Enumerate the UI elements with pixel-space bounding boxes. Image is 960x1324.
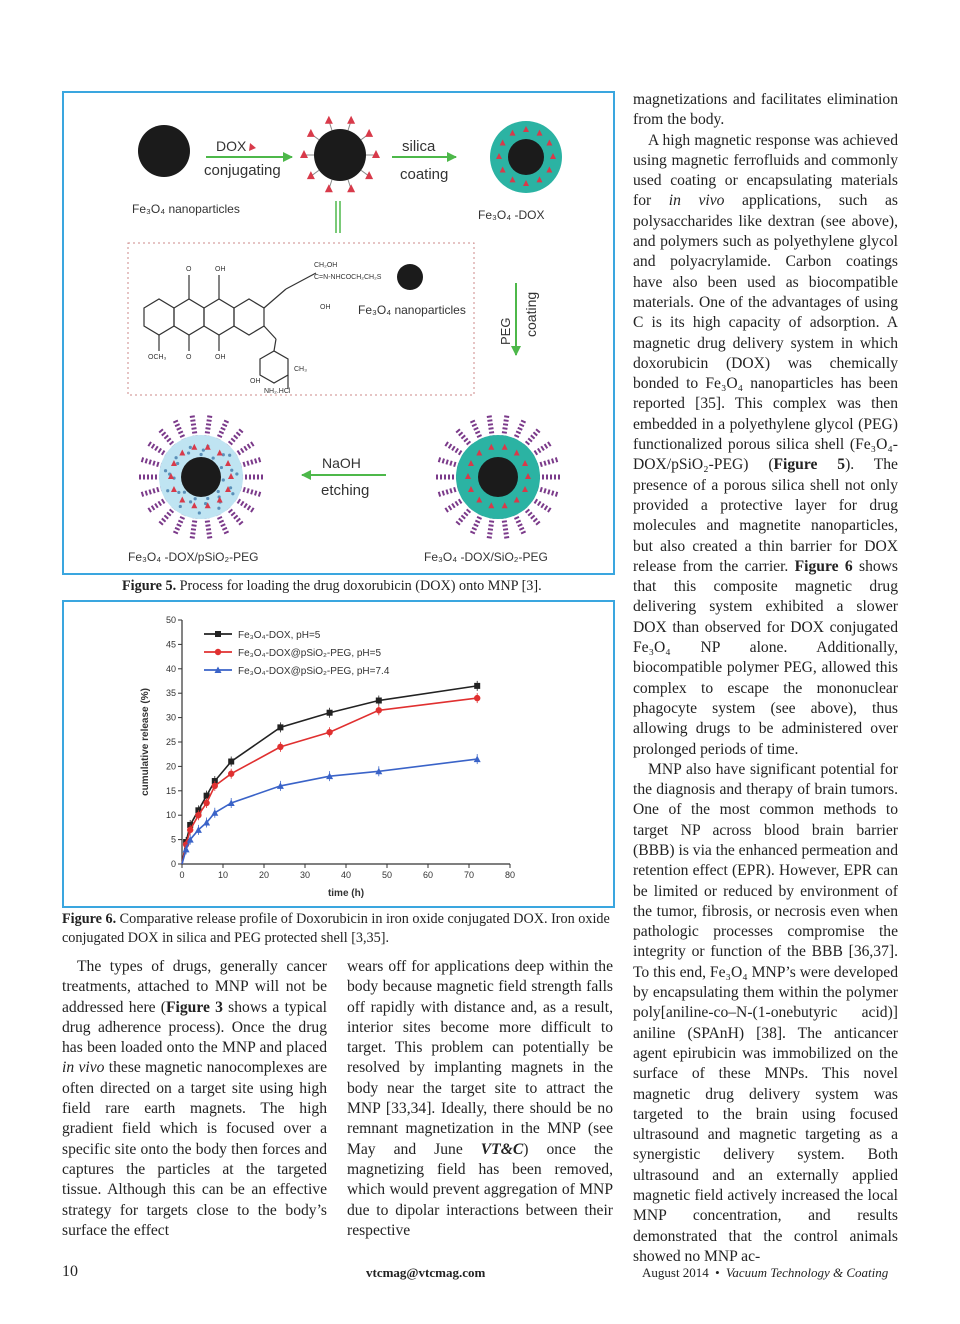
- data-point: [195, 812, 201, 818]
- fe3o4-dox-particle: [300, 116, 380, 192]
- peg-chain: [532, 499, 551, 511]
- footer-email[interactable]: vtcmag@vtcmag.com: [366, 1265, 486, 1280]
- data-point: [211, 809, 218, 816]
- fe3o4-dox-sio2-peg-particle: [436, 416, 560, 539]
- x-tick-label: 80: [504, 870, 516, 880]
- data-point: [215, 649, 221, 655]
- data-point: [187, 827, 193, 833]
- etching-label: etching: [321, 482, 370, 499]
- legend-label: Fe₃O₄-DOX@pSiO₂-PEG, pH=5: [238, 648, 382, 659]
- chem-oh2: OH: [215, 354, 226, 361]
- dox-label: DOX: [216, 138, 247, 154]
- page-number: 10: [62, 1263, 78, 1280]
- x-axis-label: time (h): [327, 888, 365, 899]
- peg-chain: [142, 488, 163, 494]
- footer-date: August 2014: [642, 1265, 709, 1280]
- col1-paragraph: The types of drugs, generally cancer treatments, attached to MNP will not be addressed here (Figure 3 shows a typical drug adherence process). Once the drug has been loaded onto the MNP and placed in vivo these magnetic nanocomplexes are often directed on a target site using high field rare earth magnets. The high gradient field which is focused over a specific site onto the body then forces and captures the particles at the targeted tissue. Although this can be an effective strategy for targets close to the body’s surface the effect: [62, 958, 328, 1239]
- particle-core: [478, 457, 518, 497]
- x-tick-label: 20: [258, 870, 270, 880]
- y-tick-label: 35: [165, 688, 176, 699]
- footer-bullet: •: [715, 1265, 720, 1280]
- column-1: [62, 957, 327, 1241]
- chem-linker: C=N-NHCOCH₂CH₂S: [314, 274, 382, 281]
- chem-ch2oh: CH₂OH: [314, 262, 338, 269]
- y-tick-label: 15: [165, 785, 176, 796]
- y-tick-label: 5: [170, 834, 176, 845]
- col3-paragraph-2: MNP also have significant potential for the diagnosis and therapy of brain tumors. One of the most common methods to target NP across blood brain barrier (BBB) is via the enhanced permeation and retention effect (EPR). However, EPR can be limited or reduced by environment of the tumor, fibrosis, or necrosis even when pathologic processes compromise the integrity or function of the BBB [36,37]. To this end, Fe₃O₄ MNP’s were developed by encapsulating them within the polymer poly[aniline-co–N-(1-onebutyric acid)] aniline (SPAnH) [38]. The anticancer agent epirubicin was immobilized on the surface of these MNPs. This novel magnetic drug delivery system was targeted to the brain using focused ultrasound and magnetic targeting as a synergistic delivery system. Both ultrasound and an externally applied magnetic field actively increased the local MNP concentration, and results demonstrated that the control animals showed no MNP ac-: [633, 760, 899, 1265]
- figure-5-caption-text: Process for loading the drug doxorubicin (DOX) onto MNP [3].: [176, 578, 542, 594]
- series-1: [182, 681, 480, 864]
- data-point: [277, 744, 283, 750]
- peg-chain: [515, 421, 524, 441]
- data-point: [474, 683, 480, 689]
- peg-chain: [446, 443, 465, 455]
- peg-chain: [149, 499, 168, 511]
- y-tick-label: 30: [165, 712, 176, 723]
- data-point: [376, 698, 382, 704]
- col3-paragraph-0: magnetizations and facilitates elimination from the body.: [633, 91, 898, 129]
- x-tick-label: 70: [463, 870, 475, 880]
- figure-5-frame: [62, 91, 615, 575]
- dox-molecule: [325, 184, 333, 192]
- chem-ch3: CH₃: [294, 366, 307, 373]
- data-point: [376, 707, 382, 713]
- chem-och3: OCH₃: [148, 354, 167, 361]
- peg-chain: [439, 460, 460, 466]
- dox-molecule: [372, 150, 380, 158]
- dox-molecule: [300, 150, 308, 158]
- y-axis-label: cumulative release (%): [140, 688, 151, 796]
- fe3o4-dox-psio2-peg-particle: [139, 416, 263, 539]
- data-point: [212, 783, 218, 789]
- peg-chain: [457, 507, 471, 524]
- peg-chain: [235, 499, 254, 511]
- peg-chain: [160, 430, 174, 447]
- dox-molecule: [347, 116, 355, 124]
- dox-molecule: [365, 129, 373, 137]
- dox-molecule: [325, 116, 333, 124]
- figure-6-frame: [62, 600, 615, 908]
- dox-molecule: [347, 184, 355, 192]
- y-tick-label: 50: [165, 615, 176, 625]
- figure-5-diagram: [64, 93, 613, 573]
- peg-chain: [536, 488, 557, 494]
- x-tick-label: 50: [381, 870, 393, 880]
- particle-core: [181, 457, 221, 497]
- peg-chain: [239, 460, 260, 466]
- peg-chain: [504, 517, 507, 539]
- coating-label: coating: [400, 166, 449, 183]
- data-point: [203, 800, 209, 806]
- peg-chain: [192, 517, 195, 539]
- peg-chain: [207, 416, 210, 438]
- peg-coating-label: coating: [523, 291, 539, 337]
- x-tick-label: 0: [179, 870, 185, 880]
- peg-chain: [532, 443, 551, 455]
- silica-label: silica: [402, 138, 436, 155]
- peg-chain: [207, 517, 210, 539]
- x-tick-label: 10: [217, 870, 229, 880]
- fe3o4-dox-silica-particle: [490, 121, 562, 193]
- y-tick-label: 10: [165, 810, 176, 821]
- conjugating-label: conjugating: [204, 162, 281, 179]
- naoh-label: NaOH: [322, 455, 361, 471]
- peg-chain: [175, 421, 184, 441]
- dox-molecule: [307, 129, 315, 137]
- chem-oh4: OH: [250, 378, 261, 385]
- figure-6-chart: [64, 602, 613, 906]
- column-3: [633, 90, 898, 1267]
- y-tick-label: 20: [165, 761, 176, 772]
- data-point: [277, 724, 283, 730]
- particle-core: [314, 129, 366, 181]
- peg-chain: [218, 513, 227, 533]
- data-point: [215, 631, 221, 637]
- peg-chain: [457, 430, 471, 447]
- legend-label: Fe₃O₄-DOX, pH=5: [238, 630, 321, 641]
- y-tick-label: 25: [165, 737, 176, 747]
- chem-oh3: OH: [320, 304, 331, 311]
- peg-label: PEG: [498, 317, 513, 345]
- chem-fe3o4-nanoparticles-label: Fe₃O₄ nanoparticles: [358, 303, 466, 317]
- dox-molecule: [365, 171, 373, 179]
- data-point: [327, 710, 333, 716]
- data-point: [228, 759, 234, 765]
- peg-chain: [472, 513, 481, 533]
- figure-5-caption-label: Figure 5.: [122, 578, 177, 594]
- fe3o4-dox-psio2-peg-label: Fe₃O₄ -DOX/pSiO₂-PEG: [128, 550, 259, 564]
- peg-chain: [524, 430, 538, 447]
- doxorubicin-structure: [144, 273, 316, 389]
- series-3: [182, 754, 481, 864]
- footer-magazine: Vacuum Technology & Coating: [725, 1265, 889, 1280]
- peg-chain: [489, 416, 492, 438]
- peg-chain: [504, 416, 507, 438]
- peg-chain: [142, 460, 163, 466]
- chem-nh2hcl: NH₂.HCl: [264, 388, 291, 395]
- peg-chain: [536, 460, 557, 466]
- peg-chain: [472, 421, 481, 441]
- y-tick-label: 45: [165, 639, 176, 650]
- column-2: [347, 957, 613, 1241]
- chem-o1: O: [186, 266, 192, 273]
- peg-chain: [227, 430, 241, 447]
- peg-chain: [524, 507, 538, 524]
- y-tick-label: 0: [170, 859, 176, 869]
- peg-chain: [235, 443, 254, 455]
- fe3o4-dox-sio2-peg-label: Fe₃O₄ -DOX/SiO₂-PEG: [424, 550, 548, 564]
- data-point: [474, 695, 480, 701]
- chem-o2: O: [186, 354, 192, 361]
- x-tick-label: 30: [299, 870, 311, 880]
- col3-paragraph-1: A high magnetic response was achieved using magnetic ferrofluids and commonly used coating or encapsulating materials for in vivo applications, such as polysaccharides like dextran (see above), and polymers such as polyethylene glycol and polyacrylamide. Carbon coatings have also been used as biocompatible materials. One of the advantages of using C is its high capacity of adsorption. A magnetic drug delivery system in which doxorubicin (DOX) was chemically bonded to Fe₃O₄ nanoparticles has been reported [35]. This complex was then embedded in a polyethylene glycol (PEG) functionalized porous silica shell (Fe₃O₄-DOX/pSiO₂-PEG) (Figure 5). The presence of a porous silica shell not only provided a protective layer for drug molecules and magnetite nanoparticles, but also created a thin barrier for DOX release from the carrier. Figure 6 shows that this composite magnetic drug delivering system exhibited a slower DOX than observed for DOX conjugated Fe₃O₄ NP alone. Additionally, biocompatible polymer PEG, allowed this complex to escape the mononuclear phagocyte system (see above), thus allowing drugs to be administered over prolonged periods of time.: [633, 131, 898, 758]
- x-tick-label: 60: [422, 870, 434, 880]
- particle-core: [508, 139, 544, 175]
- peg-chain: [515, 513, 524, 533]
- data-point: [326, 729, 332, 735]
- peg-chain: [160, 507, 174, 524]
- dox-molecule: [307, 171, 315, 179]
- fe3o4-nanoparticle: [138, 125, 190, 177]
- peg-chain: [446, 499, 465, 511]
- peg-chain: [218, 421, 227, 441]
- data-point: [228, 771, 234, 777]
- peg-chain: [439, 488, 460, 494]
- peg-chain: [175, 513, 184, 533]
- figure-6-caption-text: Comparative release profile of Doxorubicin in iron oxide conjugated DOX. Iron oxide conjugated DOX in silica and PEG protected shell [3,35].: [62, 911, 610, 946]
- peg-chain: [239, 488, 260, 494]
- legend-label: Fe₃O₄-DOX@pSiO₂-PEG, pH=7.4: [238, 666, 390, 677]
- peg-chain: [489, 517, 492, 539]
- peg-chain: [149, 443, 168, 455]
- peg-chain: [227, 507, 241, 524]
- peg-chain: [192, 416, 195, 438]
- y-tick-label: 40: [165, 663, 176, 674]
- fe3o4-nanoparticles-label: Fe₃O₄ nanoparticles: [132, 202, 240, 216]
- x-tick-label: 40: [340, 870, 352, 880]
- figure-5-caption: [122, 577, 622, 596]
- footer-issue: [642, 1265, 888, 1281]
- chem-nanoparticle: [397, 264, 423, 290]
- col2-paragraph: wears off for applications deep within the body because magnetic field strength falls off rapidly with distance and, as a result, interior sites become more difficult to target. This problem can potentially be resolved by implanting magnets in the body near the target site to attract the MNP [33,34]. Ideally, there should be no remnant magnetization in the MNP (see May and June VT&C) once the magnetizing field has been removed, which would prevent aggregation of MNP due to dipolar interactions between their respective: [347, 958, 613, 1239]
- figure-6-caption: [62, 910, 615, 948]
- figure-6-caption-label: Figure 6.: [62, 911, 117, 927]
- chem-oh1: OH: [215, 266, 226, 273]
- data-point: [183, 846, 190, 853]
- fe3o4-dox-label: Fe₃O₄ -DOX: [478, 208, 545, 222]
